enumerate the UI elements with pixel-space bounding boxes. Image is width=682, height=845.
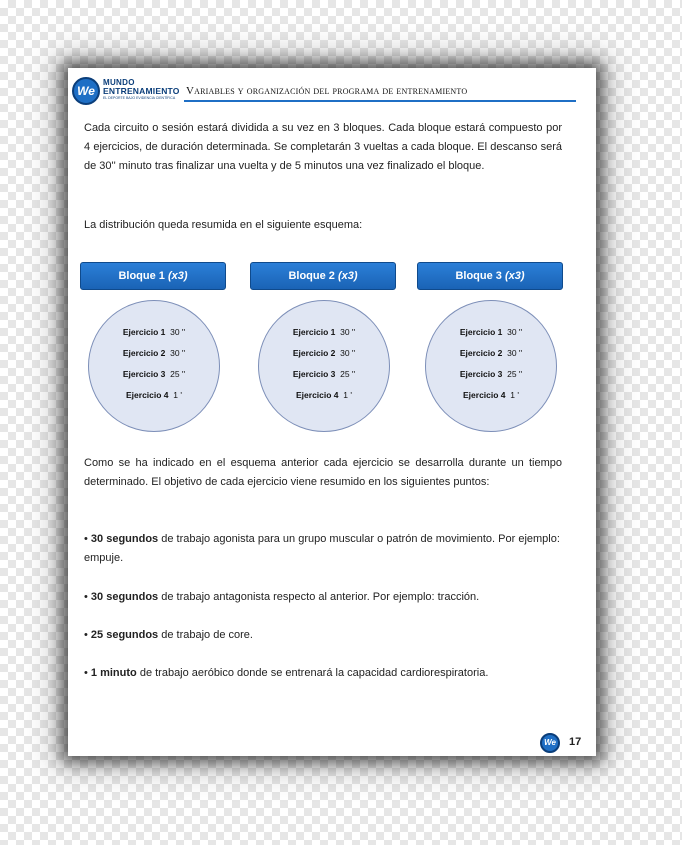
list-item: • 30 segundos de trabajo antagonista respecto al anterior. Por ejemplo: tracción. xyxy=(84,591,480,603)
page-header xyxy=(72,73,590,109)
logo-line-1: MUNDO xyxy=(103,78,135,87)
block-2-circle xyxy=(258,300,390,432)
block-reps: (x3) xyxy=(337,270,358,282)
block-1-header xyxy=(80,262,226,290)
exercise-item: Ejercicio 4 1 ' xyxy=(463,390,519,400)
header-rule xyxy=(184,100,576,102)
logo-tagline: EL DEPORTE BAJO EVIDENCIA CIENTÍFICA xyxy=(103,96,176,100)
list-item: • 25 segundos de trabajo de core. xyxy=(84,629,253,641)
exercise-item: Ejercicio 3 25 '' xyxy=(292,369,356,379)
block-label: Bloque 3 xyxy=(455,270,502,282)
exercise-item: Ejercicio 2 30 '' xyxy=(459,348,523,358)
list-item: • 30 segundos de trabajo agonista para un grupo muscular o patrón de movimiento. Por ejemplo: empuje. xyxy=(84,533,560,564)
block-3-circle xyxy=(425,300,557,432)
block-label: Bloque 1 xyxy=(118,270,165,282)
block-1-circle xyxy=(88,300,220,432)
header-title: Variables y organización del programa de entrenamiento xyxy=(186,85,468,97)
exercise-item: Ejercicio 3 25 '' xyxy=(459,369,523,379)
page-number: 17 xyxy=(569,736,582,748)
exercise-item: Ejercicio 2 30 '' xyxy=(292,348,356,358)
exercise-item: Ejercicio 1 30 '' xyxy=(122,327,186,337)
logo-line-2: ENTRENAMIENTO xyxy=(103,86,180,96)
list-item: • 1 minuto de trabajo aeróbico donde se entrenará la capacidad cardiorespiratoria. xyxy=(84,667,489,679)
block-reps: (x3) xyxy=(167,270,188,282)
brand-logo-icon: We xyxy=(72,77,100,105)
exercise-item: Ejercicio 2 30 '' xyxy=(122,348,186,358)
document-page xyxy=(68,68,596,756)
exercise-item: Ejercicio 4 1 ' xyxy=(126,390,182,400)
exercise-item: Ejercicio 1 30 '' xyxy=(292,327,356,337)
block-3-header xyxy=(417,262,563,290)
brand-logo-text xyxy=(103,79,183,101)
schema-intro: La distribución queda resumida en el siguiente esquema: xyxy=(84,219,363,231)
block-label: Bloque 2 xyxy=(288,270,335,282)
block-2-header xyxy=(250,262,396,290)
intro-paragraph: Cada circuito o sesión estará dividida a su vez en 3 bloques. Cada bloque estará compuesto por 4 ejercicios, de duración determinada. Se completarán 3 vueltas a cada bloque. El descanso será de 30'' minuto tras finalizar una vuelta y de 5 minutos una vez finalizado el bloque. xyxy=(84,122,562,172)
footer-logo-icon: We xyxy=(540,733,560,753)
explanation-paragraph: Como se ha indicado en el esquema anterior cada ejercicio se desarrolla durante un tiempo determinado. El objetivo de cada ejercicio viene resumido en los siguientes puntos: xyxy=(84,457,562,488)
exercise-item: Ejercicio 1 30 '' xyxy=(459,327,523,337)
exercise-item: Ejercicio 3 25 '' xyxy=(122,369,186,379)
exercise-item: Ejercicio 4 1 ' xyxy=(296,390,352,400)
block-reps: (x3) xyxy=(504,270,525,282)
